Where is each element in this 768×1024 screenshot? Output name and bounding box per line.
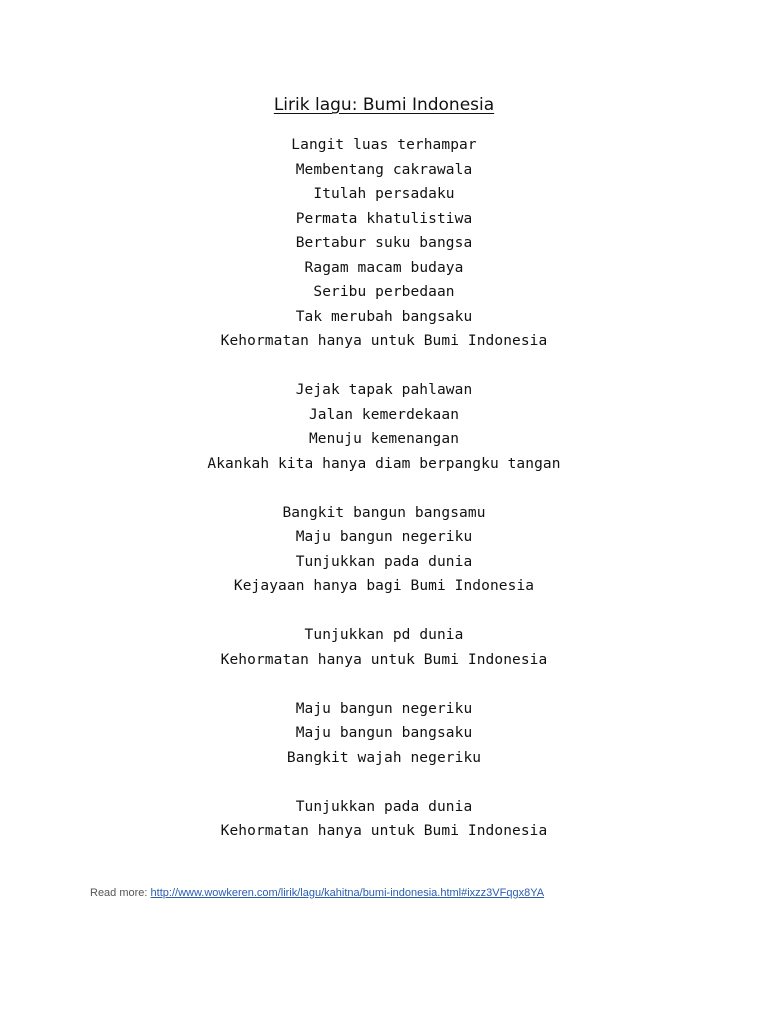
page-title: Lirik lagu: Bumi Indonesia xyxy=(273,95,495,115)
stanza-6 xyxy=(0,795,768,844)
source-link[interactable]: http://www.wowkeren.com/lirik/lagu/kahitna/bumi-indonesia.html#ixzz3VFqgx8YA xyxy=(150,887,545,899)
lyric-line: Membentang cakrawala xyxy=(295,161,473,178)
lyric-line: Maju bangun negeriku xyxy=(295,700,473,717)
lyric-line: Tunjukkan pd dunia xyxy=(304,627,464,643)
stanza-2 xyxy=(0,378,768,476)
lyric-line: Ragam macam budaya xyxy=(304,259,464,276)
lyric-line: Bertabur suku bangsa xyxy=(295,235,473,251)
lyric-line: Akankah kita hanya diam berpangku tangan xyxy=(207,455,561,472)
read-more-label: Read more: xyxy=(90,887,148,899)
lyric-line: Jejak tapak pahlawan xyxy=(295,382,473,398)
read-more xyxy=(90,885,544,901)
lyric-line: Maju bangun negeriku xyxy=(295,529,473,545)
lyric-line: Kejayaan hanya bagi Bumi Indonesia xyxy=(233,578,535,594)
lyric-line: Tunjukkan pada dunia xyxy=(295,553,473,570)
lyric-line: Kehormatan hanya untuk Bumi Indonesia xyxy=(220,651,548,668)
stanza-4 xyxy=(0,623,768,672)
lyric-line: Jalan kemerdekaan xyxy=(308,406,460,423)
stanza-5 xyxy=(0,697,768,771)
lyric-line: Kehormatan hanya untuk Bumi Indonesia xyxy=(220,333,548,349)
lyric-line: Bangkit wajah negeriku xyxy=(286,749,482,766)
lyric-line: Tunjukkan pada dunia xyxy=(295,798,473,815)
stanza-1 xyxy=(0,133,768,354)
lyric-line: Kehormatan hanya untuk Bumi Indonesia xyxy=(220,823,548,839)
stanza-3 xyxy=(0,501,768,599)
lyric-line: Tak merubah bangsaku xyxy=(295,308,473,325)
lyric-line: Bangkit bangun bangsamu xyxy=(282,504,486,521)
lyric-line: Itulah persadaku xyxy=(313,186,455,202)
lyrics-body xyxy=(0,133,768,868)
lyric-line: Permata khatulistiwa xyxy=(295,210,473,227)
lyric-line: Langit luas terhampar xyxy=(291,137,477,153)
lyric-line: Menuju kemenangan xyxy=(308,431,460,447)
lyric-line: Maju bangun bangsaku xyxy=(295,725,473,741)
lyric-line: Seribu perbedaan xyxy=(313,284,455,300)
